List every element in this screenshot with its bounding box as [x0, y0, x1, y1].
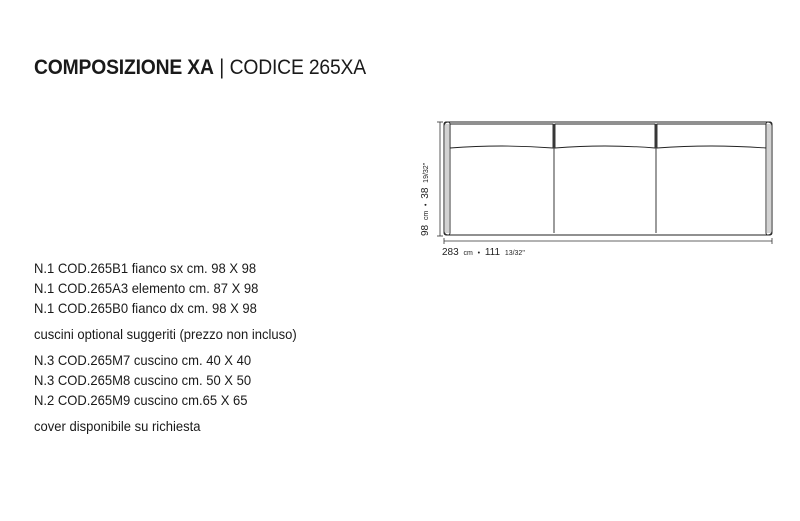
cover-note: cover disponibile su richiesta [34, 418, 201, 434]
element-line: N.1 COD.265A3 elemento cm. 87 X 98 [34, 280, 259, 296]
cushion-line: N.2 COD.265M9 cuscino cm.65 X 65 [34, 392, 248, 408]
left-arm [444, 122, 450, 235]
back-cushion-center [555, 124, 655, 148]
cushion-line: N.3 COD.265M7 cuscino cm. 40 X 40 [34, 352, 252, 368]
back-cushion-left [450, 124, 553, 148]
right-arm [766, 122, 772, 235]
composition-details [34, 258, 297, 436]
title-separator: | [219, 56, 225, 79]
page-title [34, 56, 366, 80]
composition-name: COMPOSIZIONE XA [34, 56, 214, 79]
depth-dimension-line [437, 122, 443, 236]
cushion-line: N.3 COD.265M8 cuscino cm. 50 X 50 [34, 372, 252, 388]
width-dimension-label: 283 cm • 111 13/32" [442, 247, 525, 258]
width-dimension-line [444, 238, 772, 244]
product-code: CODICE 265XA [229, 56, 366, 79]
cushions-note: cuscini optional suggeriti (prezzo non incluso) [34, 326, 297, 342]
sofa-outline [444, 122, 772, 235]
sofa-plan-drawing [410, 112, 780, 272]
depth-dimension-label: 98 cm • 38 19/32" [420, 162, 431, 236]
element-line: N.1 COD.265B1 fianco sx cm. 98 X 98 [34, 260, 257, 276]
element-line: N.1 COD.265B0 fianco dx cm. 98 X 98 [34, 300, 257, 316]
back-cushion-right [657, 124, 766, 148]
